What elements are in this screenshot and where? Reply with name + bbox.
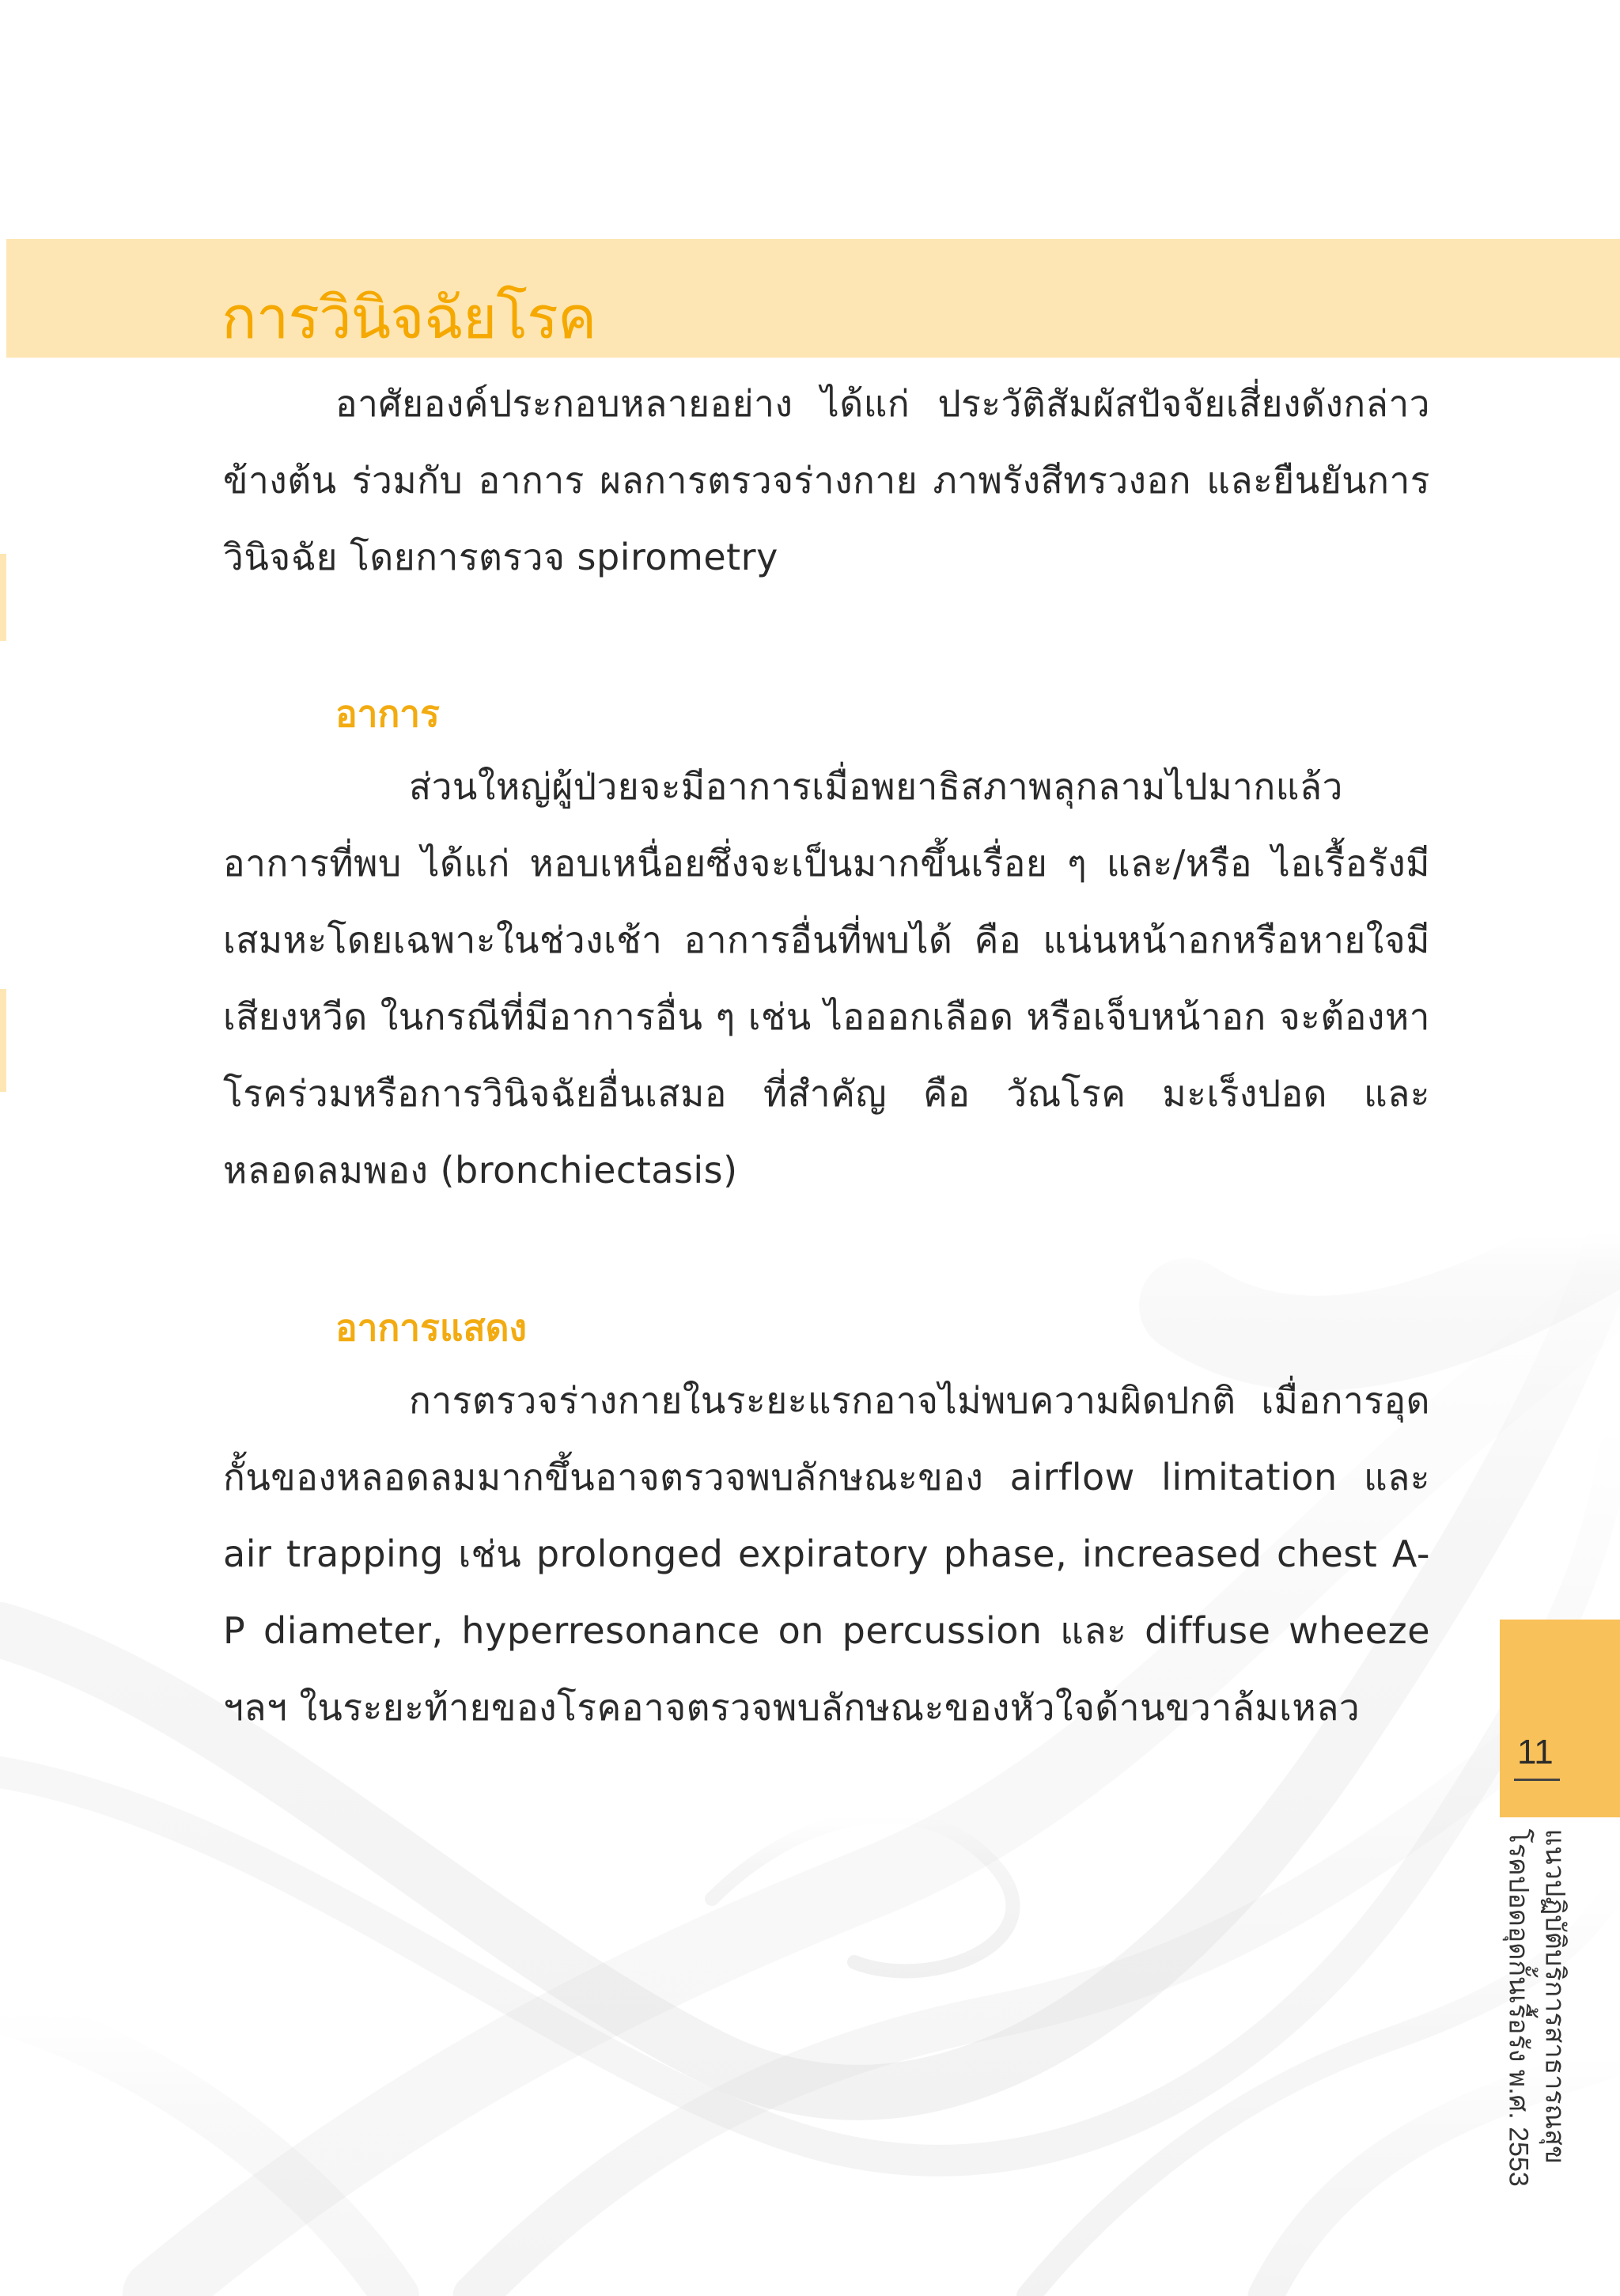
- running-footer: [1501, 1828, 1572, 2187]
- symptoms-heading: อาการ: [335, 692, 440, 735]
- section-title: การวินิจฉัยโรค: [221, 284, 596, 352]
- intro-block: [223, 366, 1430, 596]
- footer-disease-year: โรคปอดอุดกั้นเรื้อรัง พ.ศ. 2553: [1503, 1828, 1534, 2187]
- edge-tab: [0, 554, 6, 641]
- intro-paragraph: อาศัยองค์ประกอบหลายอย่าง ได้แก่ ประวัติสัมผัสปัจจัยเสี่ยงดังกล่าวข้างต้น ร่วมกับ อาการ ผลการตรวจร่างกาย ภาพรังสีทรวงอก และยืนยันการวินิจฉัย โดยการตรวจ spirometry: [223, 382, 1430, 578]
- page-tab: [1500, 1620, 1620, 1817]
- signs-block: [223, 1362, 1430, 1746]
- edge-tab: [0, 989, 6, 1092]
- page-number: 11: [1517, 1733, 1554, 1771]
- footer-publication-title: แนวปฏิบัติบริการสาธารณสุข: [1539, 1828, 1570, 2165]
- signs-heading: อาการแสดง: [335, 1306, 527, 1349]
- signs-paragraph: การตรวจร่างกายในระยะแรกอาจไม่พบความผิดปกติ เมื่อการอุดกั้นของหลอดลมมากขึ้นอาจตรวจพบลักษณะของ airflow limitation และ air trapping เช่น prolonged expiratory phase, increased chest A-P diameter, hyperresonance on percussion และ diffuse wheeze ฯลฯ ในระยะท้ายของโรคอาจตรวจพบลักษณะของหัวใจด้านขวาล้มเหลว: [223, 1379, 1430, 1729]
- symptoms-paragraph: ส่วนใหญ่ผู้ป่วยจะมีอาการเมื่อพยาธิสภาพลุกลามไปมากแล้ว อาการที่พบ ได้แก่ หอบเหนื่อยซึ่งจะเป็นมากขึ้นเรื่อย ๆ และ/หรือ ไอเรื้อรังมีเสมหะโดยเฉพาะในช่วงเช้า อาการอื่นที่พบได้ คือ แน่นหน้าอกหรือหายใจมีเสียงหวีด ในกรณีที่มีอาการอื่น ๆ เช่น ไอออกเลือด หรือเจ็บหน้าอก จะต้องหาโรคร่วมหรือการวินิจฉัยอื่นเสมอ ที่สำคัญ คือ วัณโรค มะเร็งปอด และหลอดลมพอง (bronchiectasis): [223, 765, 1430, 1192]
- symptoms-block: [223, 748, 1430, 1209]
- page-number-rule: [1514, 1779, 1560, 1781]
